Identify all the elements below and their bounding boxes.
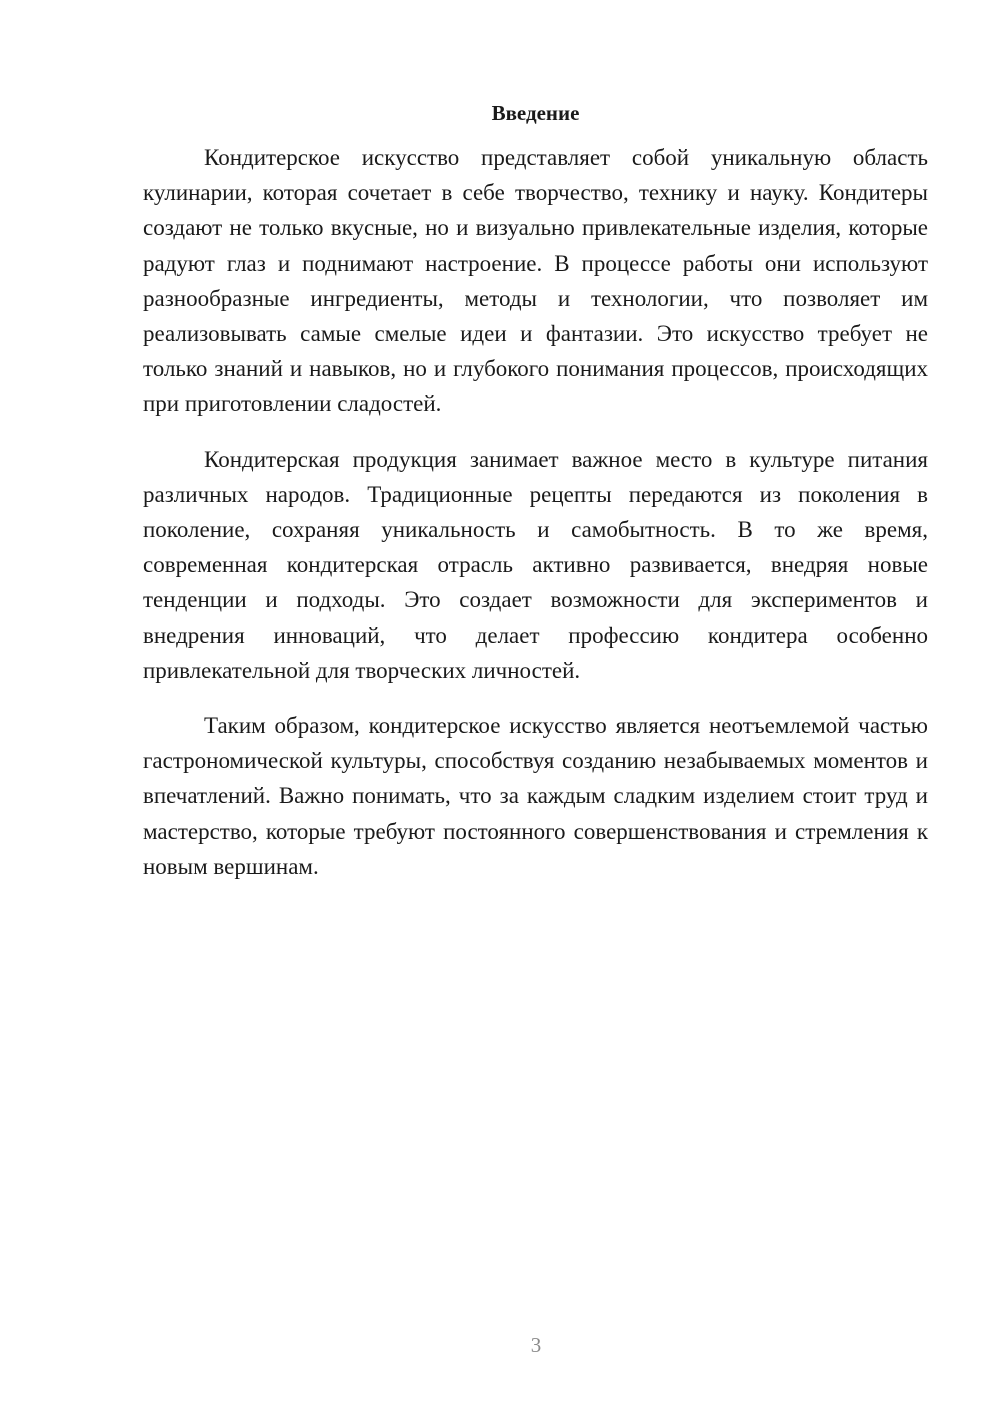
page-content [143, 98, 928, 884]
paragraph-1: Кондитерское искусство представляет собой уникальную область кулинарии, которая сочетает в себе творчество, технику и науку. Кондитеры создают не только вкусные, но и визуально привлекательные изделия, которые радуют глаз и поднимают настроение. В процессе работы они используют разнообразные ингредиенты, методы и технологии, что позволяет им реализовывать самые смелые идеи и фантазии. Это искусство требует не только знаний и навыков, но и глубокого понимания процессов, происходящих при приготовлении сладостей. [143, 145, 928, 417]
section-title: Введение [491, 101, 580, 125]
page-number: 3 [530, 1333, 542, 1357]
paragraph-3: Таким образом, кондитерское искусство является неотъемлемой частью гастрономической культуры, способствуя созданию незабываемых моментов и впечатлений. Важно понимать, что за каждым сладким изделием стоит труд и мастерство, которые требуют постоянного совершенствования и стремления к новым вершинам. [143, 713, 928, 879]
paragraph-2: Кондитерская продукция занимает важное место в культуре питания различных народов. Традиционные рецепты передаются из поколения в поколение, сохраняя уникальность и самобытность. В то же время, современная кондитерская отрасль активно развивается, внедряя новые тенденции и подходы. Это создает возможности для экспериментов и внедрения инноваций, что делает профессию кондитера особенно привлекательной для творческих личностей. [143, 446, 928, 683]
